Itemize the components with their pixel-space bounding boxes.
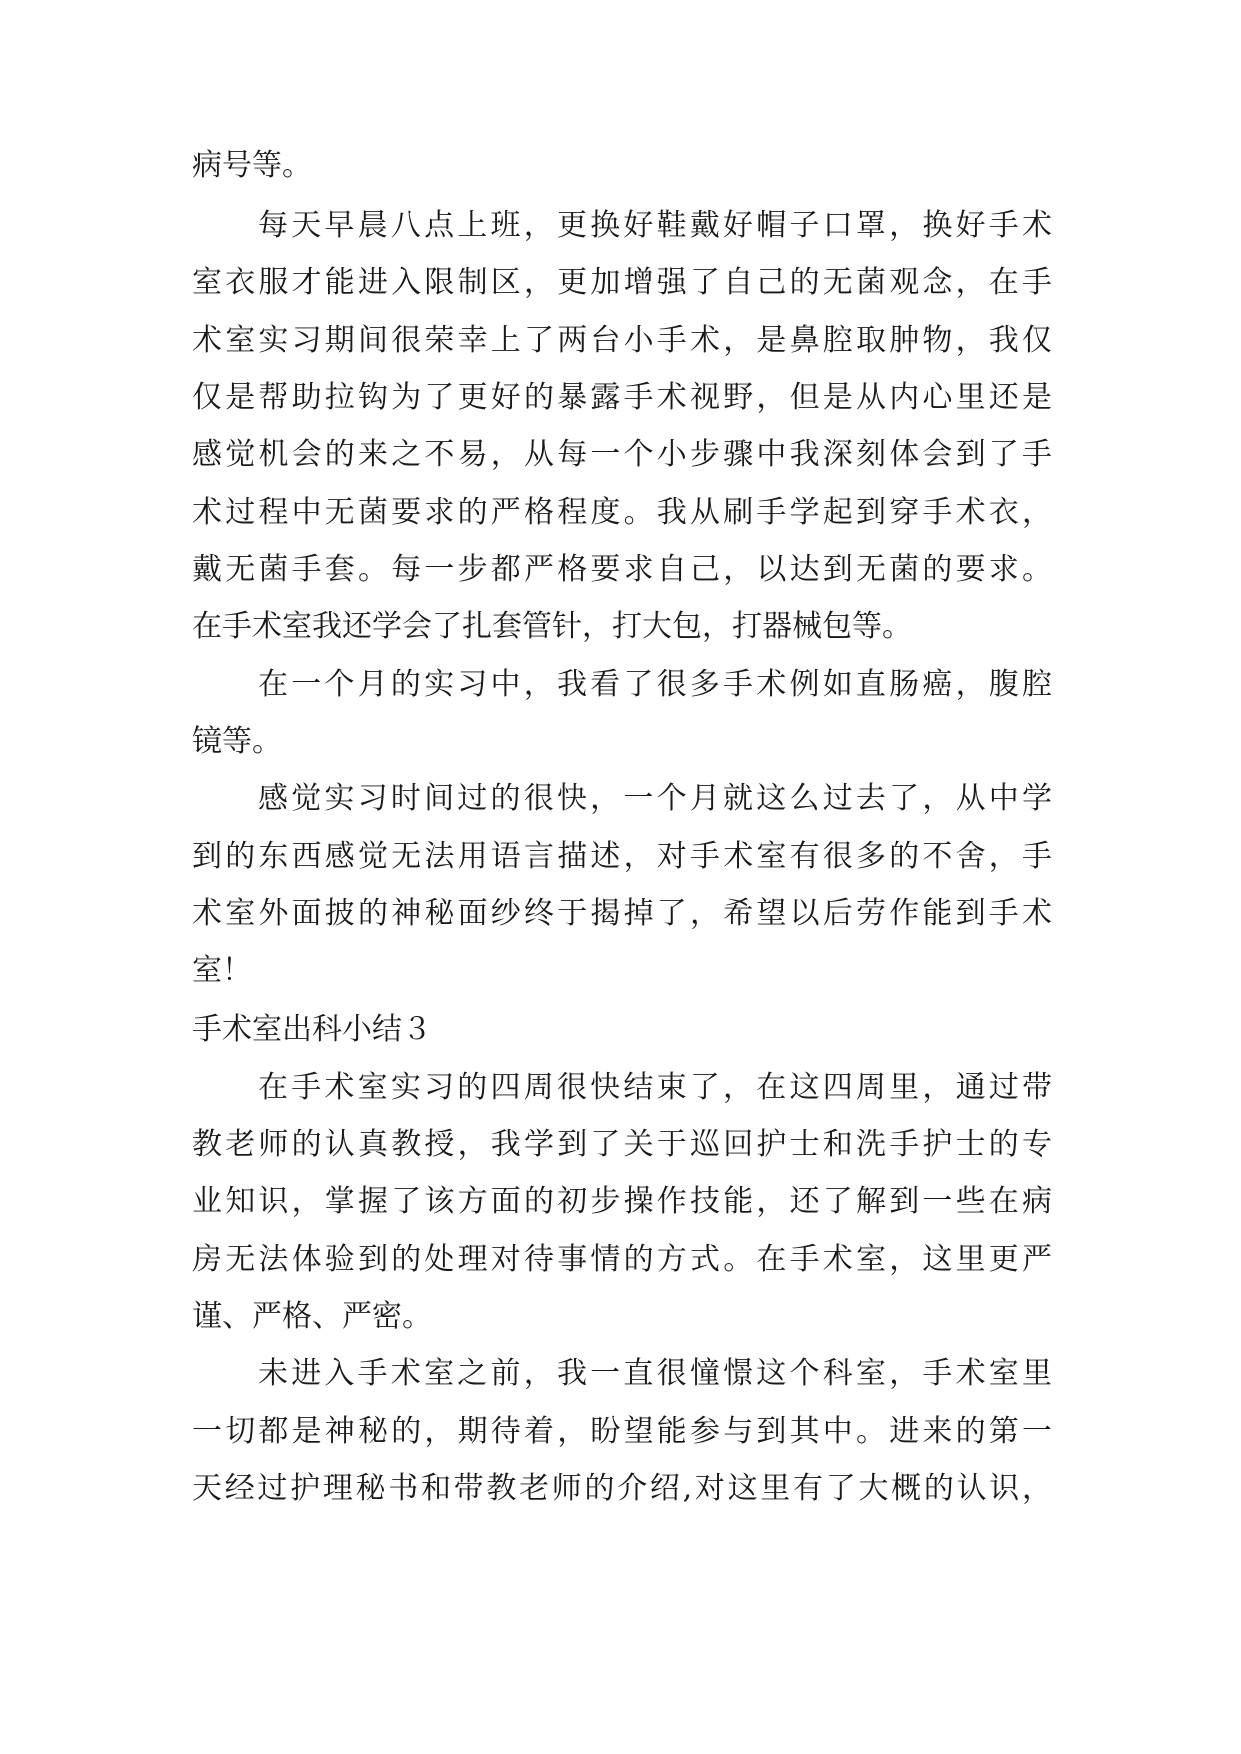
text-line: 感觉机会的来之不易，从每一个小步骤中我深刻体会到了手 (192, 437, 1052, 472)
text-line: 镜等。 (192, 724, 282, 759)
text-line: 一切都是神秘的，期待着，盼望能参与到其中。进来的第一 (192, 1414, 1052, 1449)
section-heading: 手术室出科小结３ (192, 1012, 432, 1047)
text-line: 室！ (192, 953, 252, 988)
text-line: 天经过护理秘书和带教老师的介绍,对这里有了大概的认识， (192, 1471, 1052, 1506)
text-line: 室衣服才能进入限制区，更加增强了自己的无菌观念，在手 (192, 265, 1052, 300)
paragraph-first-line: 感觉实习时间过的很快，一个月就这么过去了，从中学 (258, 781, 1052, 816)
text-line: 谨、严格、严密。 (192, 1299, 432, 1334)
text-line: 术室实习期间很荣幸上了两台小手术，是鼻腔取肿物，我仅 (192, 323, 1052, 358)
text-line: 到的东西感觉无法用语言描述，对手术室有很多的不舍，手 (192, 839, 1052, 874)
text-line: 术过程中无菌要求的严格程度。我从刷手学起到穿手术衣， (192, 495, 1052, 530)
paragraph-first-line: 未进入手术室之前，我一直很憧憬这个科室，手术室里 (258, 1356, 1052, 1391)
paragraph-first-line: 在一个月的实习中，我看了很多手术例如直肠癌，腹腔 (258, 667, 1052, 702)
paragraph-first-line: 在手术室实习的四周很快结束了，在这四周里，通过带 (258, 1070, 1052, 1105)
text-line: 房无法体验到的处理对待事情的方式。在手术室，这里更严 (192, 1242, 1052, 1277)
text-line: 病号等。 (192, 148, 312, 183)
text-line: 术室外面披的神秘面纱终于揭掉了，希望以后劳作能到手术 (192, 896, 1052, 931)
text-line: 仅是帮助拉钩为了更好的暴露手术视野，但是从内心里还是 (192, 380, 1052, 415)
text-line: 教老师的认真教授，我学到了关于巡回护士和洗手护士的专 (192, 1127, 1052, 1162)
paragraph-first-line: 每天早晨八点上班，更换好鞋戴好帽子口罩，换好手术 (258, 208, 1052, 243)
text-line: 业知识，掌握了该方面的初步操作技能，还了解到一些在病 (192, 1184, 1052, 1219)
text-line: 在手术室我还学会了扎套管针，打大包，打器械包等。 (192, 609, 912, 644)
text-line: 戴无菌手套。每一步都严格要求自己，以达到无菌的要求。 (192, 552, 1052, 587)
